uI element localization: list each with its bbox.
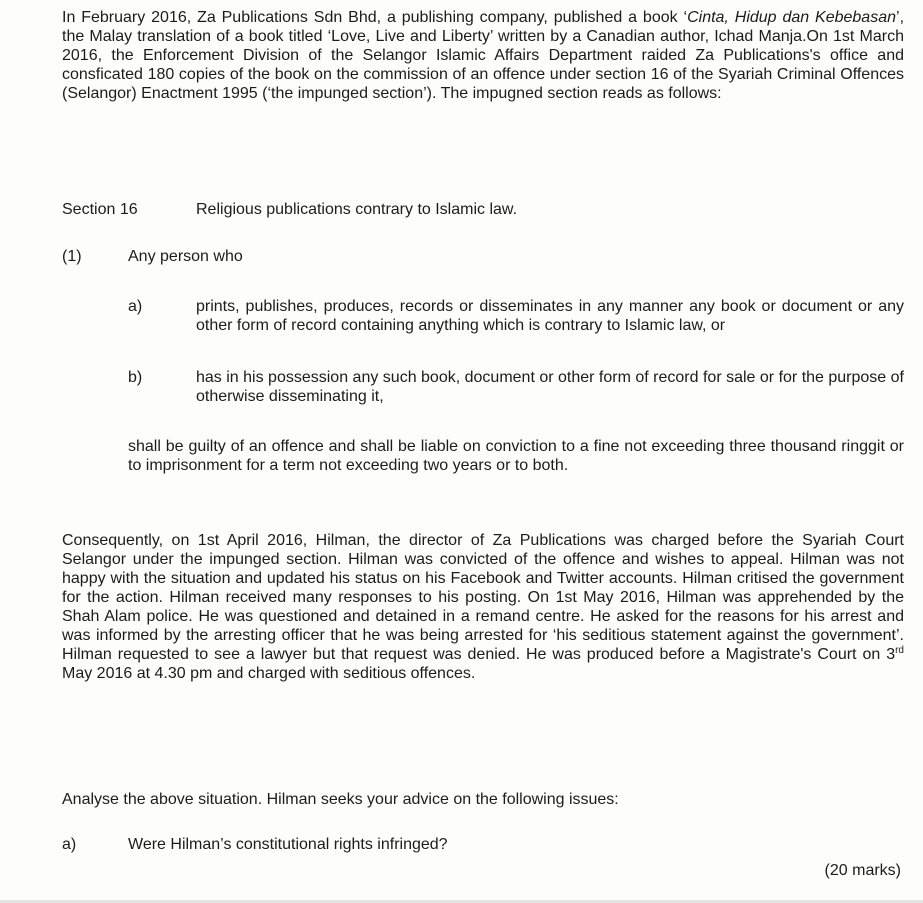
section-number: Section 16 (62, 201, 138, 218)
subsection-1 (62, 247, 904, 266)
question-a (62, 835, 904, 854)
facts-text: Consequently, on 1st April 2016, Hilman, the director of Za Publications was charged before the Syariah Court Selangor under the impunged section. Hilman was convicted of the offence and wishes to appeal. Hilman was not happy with the situation and updated his status on his Facebook and Twitter accounts. Hilman critised the government for the action. Hilman received many responses to his posting. On 1st May 2016, Hilman was apprehended by the Shah Alam police. He was questioned and detained in a remand centre. He asked for the reasons for his arrest and was informed by the arresting officer that he was being arrested for ‘his seditious statement against the government’. Hilman requested to see a lawyer but that request was denied. He was produced before a Magistrate's Court on 3 (62, 532, 904, 663)
section-title: Religious publications contrary to Islamic law. (196, 201, 518, 218)
subsection-text: Any person who (128, 248, 243, 265)
intro-text-start: In February 2016, Za Publications Sdn Bhd, a publishing company, published a book ‘ (62, 9, 688, 26)
question-text: Were Hilman’s constitutional rights infringed? (128, 836, 448, 853)
book-title: Cinta, Hidup dan Kebebasan (687, 9, 897, 26)
clause-b-text: has in his possession any such book, document or other form of record for sale or for the purpose of otherwise disseminating it, (196, 369, 904, 405)
marks-label: (20 marks) (824, 862, 901, 879)
subsection-number: (1) (62, 248, 82, 265)
penalty-text: shall be guilty of an offence and shall be liable on conviction to a fine not exceeding three thousand ringgit or to imprisonment for a term not exceeding two years or to both. (128, 438, 904, 474)
intro-paragraph (62, 8, 904, 103)
clause-b-label: b) (128, 369, 143, 386)
section-heading (62, 200, 904, 219)
facts-text-end: May 2016 at 4.30 pm and charged with seditious offences. (62, 665, 476, 682)
facts-paragraph (62, 531, 904, 683)
instruction-text: Analyse the above situation. Hilman seeks your advice on the following issues: (62, 791, 619, 808)
clause-a-text: prints, publishes, produces, records or disseminates in any manner any book or document or any other form of record containing anything which is contrary to Islamic law, or (196, 298, 904, 334)
question-label: a) (62, 836, 77, 853)
date-superscript: rd (895, 645, 904, 656)
clause-a-label: a) (128, 298, 143, 315)
intro-text-rest: ’, the Malay translation of a book titled ‘Love, Live and Liberty’ written by a Canadian author, Ichad Manja.On 1st March 2016, the Enforcement Division of the Selangor Islamic Affairs Department raided Za Publications's office and consficated 180 copies of the book on the commission of an offence under section 16 of the Syariah Criminal Offences (Selangor) Enactment 1995 (‘the impunged section’). The impugned section reads as follows: (62, 9, 905, 102)
